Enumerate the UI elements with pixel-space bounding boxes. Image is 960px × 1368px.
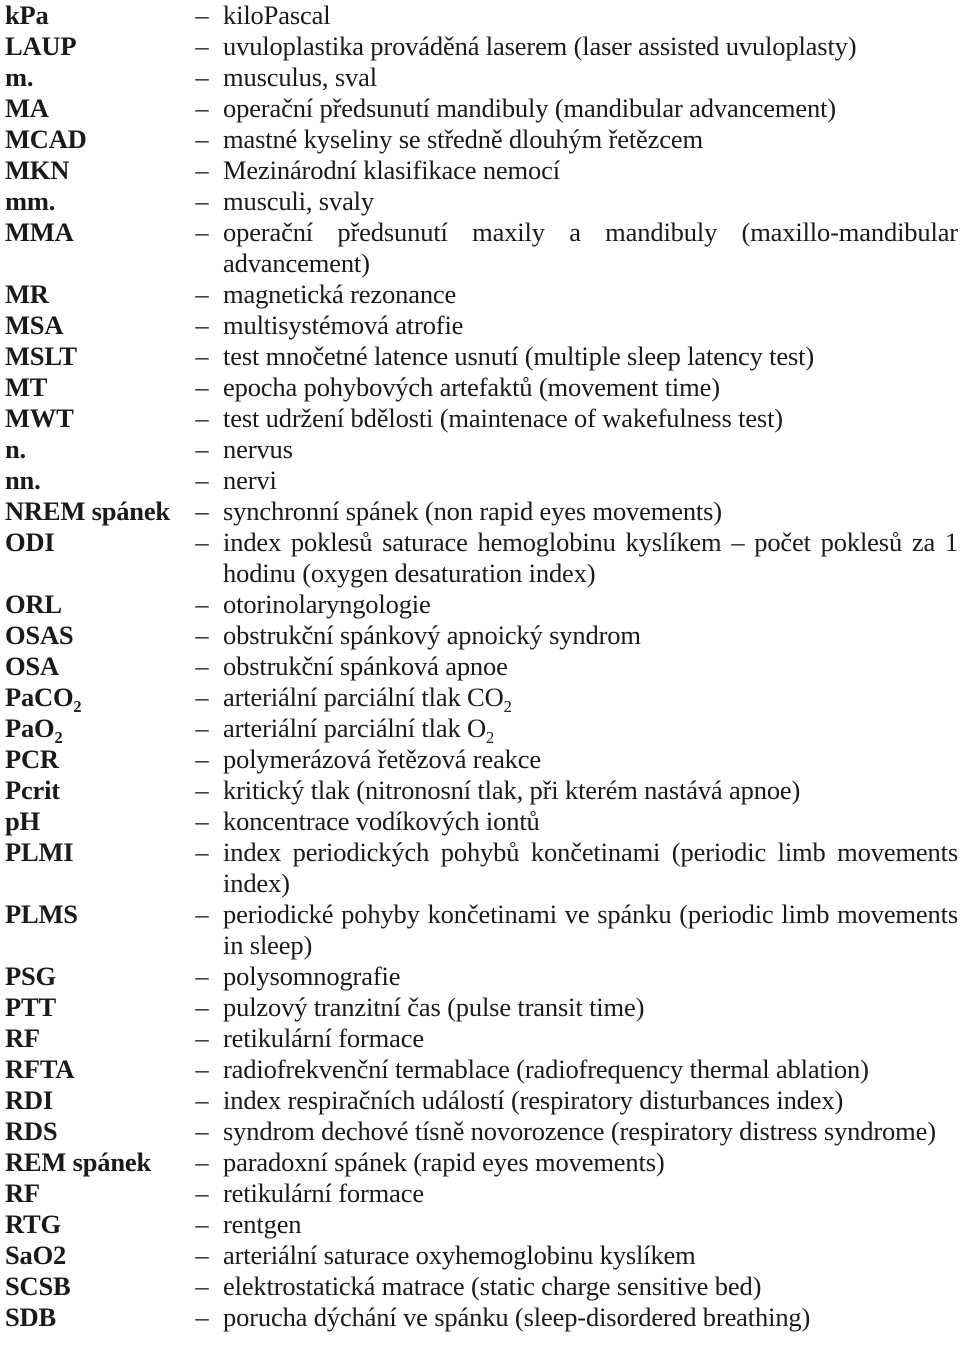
abbreviation-definition: [223, 1302, 960, 1333]
abbreviation-term: [0, 1023, 181, 1054]
abbreviation-term-text: PSG: [5, 961, 56, 991]
entry-separator-dash: –: [195, 620, 209, 650]
abbreviation-entry: [0, 1209, 960, 1240]
abbreviation-definition: [223, 496, 960, 527]
abbreviation-definition-text: polymerázová řetězová reakce: [223, 744, 542, 774]
abbreviation-term-text: NREM spánek: [5, 496, 170, 526]
abbreviation-definition-text: uvuloplastika prováděná laserem (laser assisted uvuloplasty): [223, 31, 857, 61]
abbreviation-term-text: ORL: [5, 589, 62, 619]
abbreviation-definition: [223, 1085, 960, 1116]
abbreviation-term: [0, 806, 181, 837]
abbreviation-definition-text: syndrom dechové tísně novorozence (respiratory distress syndrome): [223, 1116, 936, 1146]
abbreviation-definition: [223, 403, 960, 434]
abbreviation-entry: [0, 1240, 960, 1271]
entry-separator-dash: –: [195, 961, 209, 991]
abbreviation-definition: [223, 217, 960, 279]
abbreviation-definition-text: radiofrekvenční termablace (radiofrequency thermal ablation): [223, 1054, 869, 1084]
abbreviation-term-text: n.: [5, 434, 26, 464]
abbreviation-definition-text: index respiračních událostí (respiratory disturbances index): [223, 1085, 844, 1115]
abbreviation-entry: [0, 124, 960, 155]
entry-separator-dash: –: [195, 124, 209, 154]
abbreviation-entry: [0, 341, 960, 372]
abbreviation-term-text: REM spánek: [5, 1147, 151, 1177]
abbreviation-term-text: pH: [5, 806, 40, 836]
abbreviation-definition-text: musculi, svaly: [223, 186, 374, 216]
abbreviation-entry: [0, 1085, 960, 1116]
abbreviation-definition: [223, 1116, 960, 1147]
abbreviation-term-text: Pcrit: [5, 775, 60, 805]
abbreviation-definition: [223, 1271, 960, 1302]
abbreviation-term: [0, 713, 181, 747]
entry-separator-dash: –: [195, 775, 209, 805]
abbreviation-definition-text: polysomnografie: [223, 961, 401, 991]
abbreviation-term-text: RF: [5, 1178, 40, 1208]
abbreviation-entry: [0, 217, 960, 279]
abbreviation-term: [0, 1209, 181, 1240]
abbreviation-term: [0, 837, 181, 899]
abbreviation-term: [0, 1302, 181, 1333]
abbreviation-term-text: ODI: [5, 527, 55, 557]
abbreviation-definition-text: kritický tlak (nitronosní tlak, při kterém nastává apnoe): [223, 775, 801, 805]
abbreviation-term: [0, 1147, 181, 1178]
abbreviation-definition-text: epocha pohybových artefaktů (movement time): [223, 372, 720, 402]
abbreviation-term-text: MA: [5, 93, 49, 123]
abbreviation-definition: [223, 124, 960, 155]
abbreviation-definition: [223, 806, 960, 837]
entry-separator-dash: –: [195, 341, 209, 371]
abbreviation-entry: [0, 279, 960, 310]
abbreviation-definition-text: index poklesů saturace hemoglobinu kyslíkem – počet poklesů za 1 hodinu (oxygen desaturation index): [223, 527, 958, 588]
abbreviation-definition-text: koncentrace vodíkových iontů: [223, 806, 540, 836]
entry-separator-dash: –: [195, 155, 209, 185]
abbreviation-definition-text: paradoxní spánek (rapid eyes movements): [223, 1147, 665, 1177]
entry-separator-dash: –: [195, 713, 209, 743]
entry-separator-dash: –: [195, 186, 209, 216]
abbreviation-term: [0, 1054, 181, 1085]
abbreviation-term: [0, 1116, 181, 1147]
abbreviation-term: [0, 341, 181, 372]
abbreviation-entry: [0, 186, 960, 217]
abbreviation-term-text: RFTA: [5, 1054, 75, 1084]
abbreviation-definition: [223, 31, 960, 62]
abbreviation-definition: [223, 465, 960, 496]
abbreviation-term: [0, 1178, 181, 1209]
abbreviation-term-text: nn.: [5, 465, 41, 495]
abbreviation-term: [0, 434, 181, 465]
entry-separator-dash: –: [195, 1209, 209, 1239]
abbreviation-term: [0, 310, 181, 341]
abbreviation-term-text: RTG: [5, 1209, 61, 1239]
entry-separator-dash: –: [195, 992, 209, 1022]
abbreviation-entry: [0, 434, 960, 465]
entry-separator-dash: –: [195, 1116, 209, 1146]
abbreviation-term: [0, 496, 181, 527]
abbreviation-term-text: RDS: [5, 1116, 58, 1146]
abbreviation-definition-text: operační předsunutí maxily a mandibuly (maxillo-mandibular advancement): [223, 217, 958, 278]
abbreviation-definition: [223, 961, 960, 992]
abbreviation-term-text: OSA: [5, 651, 59, 681]
abbreviation-definition: [223, 434, 960, 465]
abbreviation-entry: [0, 775, 960, 806]
abbreviation-definition: [223, 651, 960, 682]
entry-separator-dash: –: [195, 589, 209, 619]
abbreviation-entry: [0, 1054, 960, 1085]
abbreviation-definition-subscript: 2: [486, 727, 495, 747]
abbreviation-definition: [223, 1054, 960, 1085]
abbreviation-definition-text: retikulární formace: [223, 1023, 424, 1053]
abbreviation-definition: [223, 620, 960, 651]
abbreviation-definition: [223, 744, 960, 775]
abbreviation-term-text: SaO2: [5, 1240, 67, 1270]
abbreviation-entry: [0, 713, 960, 747]
abbreviation-definition-text: porucha dýchání ve spánku (sleep-disordered breathing): [223, 1302, 811, 1332]
abbreviation-term: [0, 961, 181, 992]
abbreviation-entry: [0, 620, 960, 651]
abbreviation-definition: [223, 1178, 960, 1209]
abbreviation-term: [0, 31, 181, 62]
abbreviation-term-text: MWT: [5, 403, 74, 433]
abbreviation-definition: [223, 1023, 960, 1054]
abbreviation-definition: [223, 155, 960, 186]
abbreviation-term-text: OSAS: [5, 620, 74, 650]
abbreviation-term-text: PaCO: [5, 682, 74, 712]
abbreviation-term: [0, 186, 181, 217]
abbreviation-term-text: MKN: [5, 155, 70, 185]
abbreviation-term: [0, 992, 181, 1023]
abbreviation-definition-text: nervus: [223, 434, 293, 464]
abbreviation-definition-text: rentgen: [223, 1209, 302, 1239]
abbreviation-definition-text: kiloPascal: [223, 0, 331, 30]
abbreviation-term-text: MSLT: [5, 341, 77, 371]
abbreviation-term-text: PTT: [5, 992, 56, 1022]
abbreviation-definition-subscript: 2: [503, 696, 512, 716]
abbreviation-term-text: PCR: [5, 744, 59, 774]
abbreviation-term: [0, 744, 181, 775]
abbreviation-entry: [0, 372, 960, 403]
abbreviation-definition-text: elektrostatická matrace (static charge sensitive bed): [223, 1271, 762, 1301]
abbreviation-entry: [0, 682, 960, 716]
abbreviation-term: [0, 589, 181, 620]
abbreviation-definition-text: obstrukční spánkový apnoický syndrom: [223, 620, 641, 650]
abbreviation-definition-text: periodické pohyby končetinami ve spánku (periodic limb movements in sleep): [223, 899, 958, 960]
abbreviation-term-text: kPa: [5, 0, 49, 30]
abbreviation-term: [0, 775, 181, 806]
abbreviation-entry: [0, 899, 960, 961]
entry-separator-dash: –: [195, 1271, 209, 1301]
abbreviation-term-text: LAUP: [5, 31, 77, 61]
entry-separator-dash: –: [195, 682, 209, 712]
entry-separator-dash: –: [195, 837, 209, 867]
abbreviation-definition-text: nervi: [223, 465, 277, 495]
entry-separator-dash: –: [195, 899, 209, 929]
abbreviation-entry: [0, 806, 960, 837]
abbreviation-definition: [223, 372, 960, 403]
abbreviation-term-text: PLMI: [5, 837, 74, 867]
abbreviation-definition: [223, 0, 960, 31]
abbreviation-definition-text: pulzový tranzitní čas (pulse transit time): [223, 992, 645, 1022]
entry-separator-dash: –: [195, 651, 209, 681]
abbreviation-term-text: MMA: [5, 217, 74, 247]
abbreviation-definition: [223, 775, 960, 806]
abbreviation-term: [0, 403, 181, 434]
abbreviation-term: [0, 217, 181, 279]
entry-separator-dash: –: [195, 806, 209, 836]
entry-separator-dash: –: [195, 1147, 209, 1177]
abbreviation-entry: [0, 0, 960, 31]
abbreviation-definition: [223, 1240, 960, 1271]
abbreviation-term: [0, 372, 181, 403]
abbreviation-definition-text: arteriální parciální tlak O: [223, 713, 487, 743]
abbreviation-definition: [223, 527, 960, 589]
abbreviation-term-text: MCAD: [5, 124, 87, 154]
abbreviation-definition-text: otorinolaryngologie: [223, 589, 431, 619]
abbreviation-term: [0, 1271, 181, 1302]
entry-separator-dash: –: [195, 1054, 209, 1084]
abbreviation-definition-text: musculus, sval: [223, 62, 377, 92]
abbreviation-definition: [223, 310, 960, 341]
abbreviation-definition-text: test mnočetné latence usnutí (multiple sleep latency test): [223, 341, 815, 371]
abbreviation-entry: [0, 1302, 960, 1333]
abbreviation-term-text: MT: [5, 372, 48, 402]
abbreviation-term: [0, 527, 181, 589]
entry-separator-dash: –: [195, 31, 209, 61]
abbreviation-entry: [0, 1178, 960, 1209]
abbreviation-definition: [223, 1147, 960, 1178]
abbreviation-entry: [0, 155, 960, 186]
entry-separator-dash: –: [195, 1240, 209, 1270]
abbreviation-entry: [0, 1023, 960, 1054]
abbreviation-definition: [223, 62, 960, 93]
abbreviation-term-text: SCSB: [5, 1271, 71, 1301]
abbreviation-definition: [223, 279, 960, 310]
abbreviation-definition-text: mastné kyseliny se středně dlouhým řetězcem: [223, 124, 703, 154]
entry-separator-dash: –: [195, 434, 209, 464]
abbreviation-entry: [0, 651, 960, 682]
abbreviation-term-text: PaO: [5, 713, 55, 743]
abbreviation-term: [0, 124, 181, 155]
abbreviation-term-text: MR: [5, 279, 49, 309]
entry-separator-dash: –: [195, 1178, 209, 1208]
entry-separator-dash: –: [195, 1023, 209, 1053]
abbreviation-entry: [0, 31, 960, 62]
abbreviation-entry: [0, 1147, 960, 1178]
abbreviation-definition-text: test udržení bdělosti (maintenace of wakefulness test): [223, 403, 783, 433]
abbreviation-term: [0, 279, 181, 310]
abbreviation-definition: [223, 341, 960, 372]
entry-separator-dash: –: [195, 372, 209, 402]
abbreviation-entry: [0, 992, 960, 1023]
abbreviation-term: [0, 899, 181, 961]
abbreviation-definition: [223, 713, 960, 747]
abbreviation-term: [0, 620, 181, 651]
abbreviation-entry: [0, 403, 960, 434]
abbreviation-entry: [0, 496, 960, 527]
abbreviation-definition: [223, 589, 960, 620]
abbreviation-entry: [0, 1271, 960, 1302]
abbreviation-term-subscript: 2: [73, 696, 82, 716]
abbreviation-term-text: PLMS: [5, 899, 78, 929]
abbreviation-entry: [0, 1116, 960, 1147]
abbreviation-definition-text: retikulární formace: [223, 1178, 424, 1208]
abbreviation-definition: [223, 93, 960, 124]
abbreviation-entry: [0, 62, 960, 93]
abbreviation-entry: [0, 527, 960, 589]
abbreviation-term-subscript: 2: [54, 727, 63, 747]
abbreviation-term-text: m.: [5, 62, 34, 92]
entry-separator-dash: –: [195, 279, 209, 309]
abbreviation-definition-text: operační předsunutí mandibuly (mandibular advancement): [223, 93, 836, 123]
entry-separator-dash: –: [195, 93, 209, 123]
entry-separator-dash: –: [195, 403, 209, 433]
entry-separator-dash: –: [195, 217, 209, 247]
entry-separator-dash: –: [195, 496, 209, 526]
abbreviation-entry: [0, 837, 960, 899]
entry-separator-dash: –: [195, 465, 209, 495]
abbreviation-term: [0, 155, 181, 186]
abbreviation-term: [0, 1240, 181, 1271]
abbreviation-definition: [223, 992, 960, 1023]
abbreviation-definition-text: arteriální parciální tlak CO: [223, 682, 504, 712]
abbreviation-definition-text: obstrukční spánková apnoe: [223, 651, 508, 681]
abbreviation-entry: [0, 589, 960, 620]
entry-separator-dash: –: [195, 1302, 209, 1332]
entry-separator-dash: –: [195, 62, 209, 92]
abbreviation-term: [0, 465, 181, 496]
abbreviation-term: [0, 682, 181, 716]
abbreviation-term-text: MSA: [5, 310, 64, 340]
abbreviation-term-text: RDI: [5, 1085, 53, 1115]
abbreviation-entry: [0, 961, 960, 992]
abbreviation-term-text: SDB: [5, 1302, 56, 1332]
abbreviation-definition: [223, 837, 960, 899]
abbreviation-term-text: RF: [5, 1023, 40, 1053]
abbreviation-definition-text: Mezinárodní klasifikace nemocí: [223, 155, 560, 185]
abbreviation-term: [0, 93, 181, 124]
abbreviation-definition: [223, 899, 960, 961]
entry-separator-dash: –: [195, 1085, 209, 1115]
abbreviation-entry: [0, 744, 960, 775]
abbreviation-definition-text: multisystémová atrofie: [223, 310, 464, 340]
abbreviation-definition-text: synchronní spánek (non rapid eyes movements): [223, 496, 722, 526]
abbreviation-definition-text: magnetická rezonance: [223, 279, 457, 309]
abbreviation-term: [0, 1085, 181, 1116]
abbreviation-entry: [0, 310, 960, 341]
entry-separator-dash: –: [195, 310, 209, 340]
abbreviation-definition-text: index periodických pohybů končetinami (periodic limb movements index): [223, 837, 958, 898]
entry-separator-dash: –: [195, 527, 209, 557]
abbreviation-definition-text: arteriální saturace oxyhemoglobinu kyslíkem: [223, 1240, 696, 1270]
abbreviation-definition: [223, 1209, 960, 1240]
abbreviation-definition: [223, 682, 960, 716]
abbreviation-entry: [0, 465, 960, 496]
abbreviation-term: [0, 0, 181, 31]
abbreviation-entry: [0, 93, 960, 124]
abbreviation-term: [0, 62, 181, 93]
entry-separator-dash: –: [195, 744, 209, 774]
entry-separator-dash: –: [195, 0, 209, 30]
abbreviation-term: [0, 651, 181, 682]
abbreviation-definition: [223, 186, 960, 217]
abbreviation-term-text: mm.: [5, 186, 56, 216]
